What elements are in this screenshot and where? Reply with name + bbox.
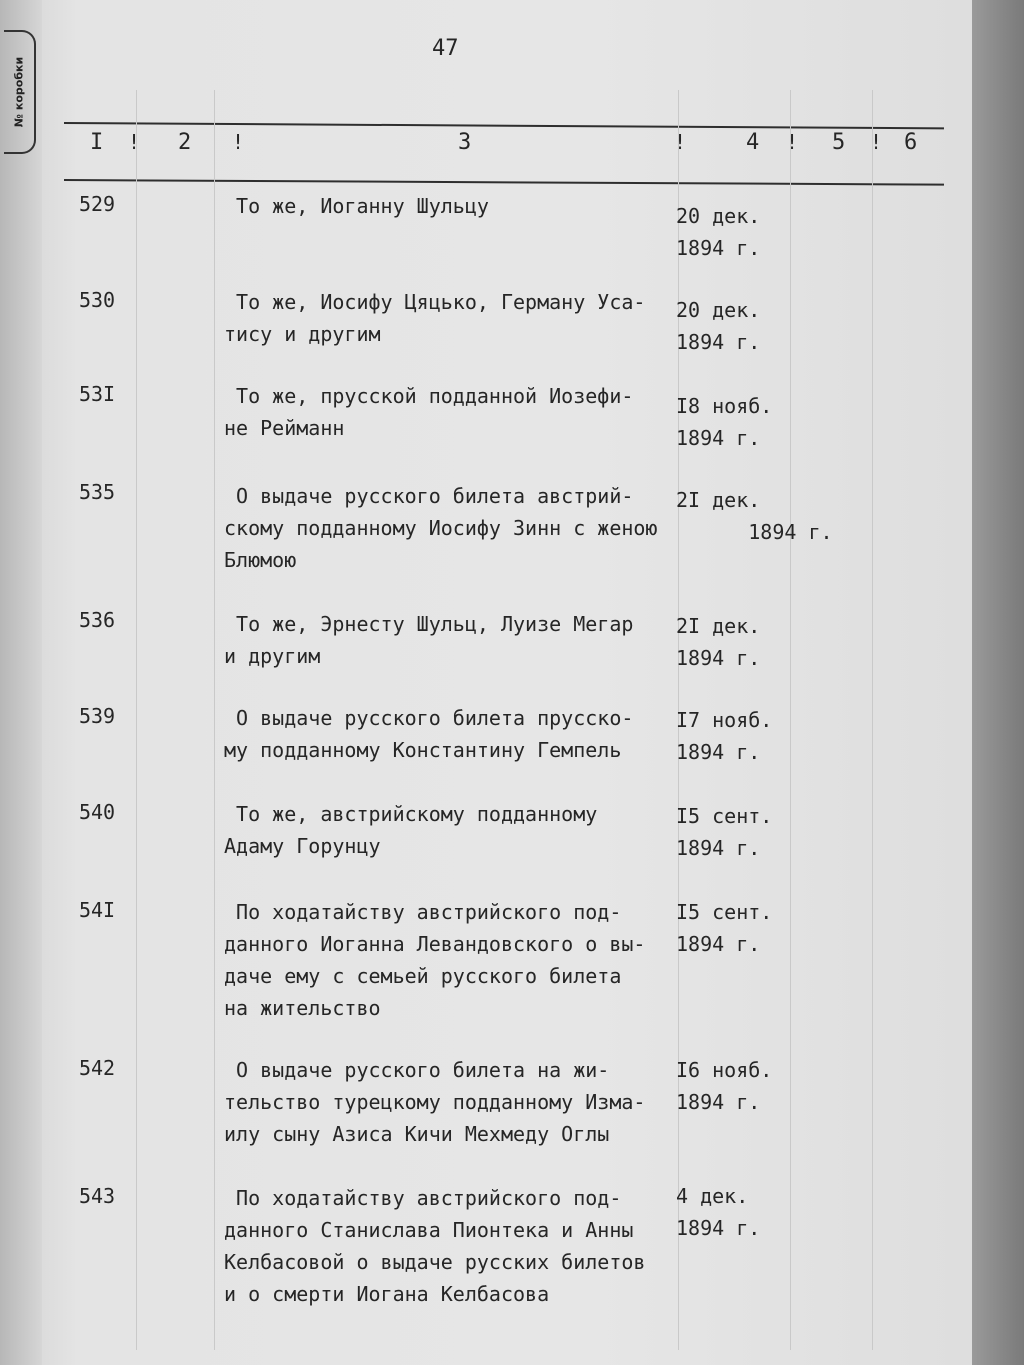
- column-header-2: 2: [178, 130, 192, 155]
- entry-date: I5 сент. 1894 г.: [676, 900, 773, 956]
- page-number: 47: [432, 36, 459, 61]
- entry-number: 53I: [78, 382, 116, 406]
- column-separator: !: [786, 130, 799, 154]
- entry-description: То же, Иоганну Шульцу: [224, 194, 489, 218]
- entry-number: 536: [78, 608, 116, 632]
- entry-number: 54I: [78, 898, 116, 922]
- entry-date: 2I дек. 1894 г.: [676, 488, 833, 544]
- entry-description: По ходатайству австрийского под- данного Иоганна Левандовского о вы- даче ему с семьей русского билета на жительство: [224, 900, 646, 1020]
- entry-number: 530: [78, 288, 116, 312]
- entry-description: О выдаче русского билета прусско- му подданному Константину Гемпель: [224, 706, 634, 762]
- column-divider: [214, 90, 215, 1350]
- entry-description: О выдаче русского билета на жи- тельство турецкому подданному Изма- илу сыну Азиса Кичи Мехмеду Оглы: [224, 1058, 646, 1146]
- column-header-6: 6: [904, 130, 918, 155]
- entry-number: 540: [78, 800, 116, 824]
- column-separator: !: [128, 130, 141, 154]
- column-header-1: I: [90, 130, 104, 155]
- column-header-5: 5: [832, 130, 846, 155]
- binding-strip: [0, 0, 42, 1365]
- entry-date: I7 нояб. 1894 г.: [676, 708, 773, 764]
- entry-description: О выдаче русского билета австрий- скому подданному Иосифу Зинн с женою Блюмою: [224, 484, 658, 572]
- entry-description: То же, австрийскому подданному Адаму Горунцу: [224, 802, 598, 858]
- column-divider: [872, 90, 873, 1350]
- column-divider: [136, 90, 137, 1350]
- entry-date: 4 дек. 1894 г.: [676, 1184, 761, 1240]
- page-edge-shadow: [972, 0, 1024, 1365]
- entry-description: То же, прусской подданной Иозефи- не Рейманн: [224, 384, 634, 440]
- entry-number: 542: [78, 1056, 116, 1080]
- entry-date: 20 дек. 1894 г.: [676, 298, 761, 354]
- entry-number: 543: [78, 1184, 116, 1208]
- entry-number: 539: [78, 704, 116, 728]
- box-number-label: [4, 30, 36, 154]
- entry-date: I5 сент. 1894 г.: [676, 804, 773, 860]
- entry-date: 20 дек. 1894 г.: [676, 204, 761, 260]
- column-header-4: 4: [746, 130, 760, 155]
- entry-description: То же, Эрнесту Шульц, Луизе Мегар и другим: [224, 612, 634, 668]
- entry-date: I6 нояб. 1894 г.: [676, 1058, 773, 1114]
- column-separator: !: [232, 130, 245, 154]
- entry-date: 2I дек. 1894 г.: [676, 614, 761, 670]
- table-top-rule: [64, 122, 944, 129]
- table-header-rule: [64, 179, 944, 186]
- entry-date: I8 нояб. 1894 г.: [676, 394, 773, 450]
- entry-number: 529: [78, 192, 116, 216]
- column-header-3: 3: [458, 130, 472, 155]
- column-separator: !: [674, 130, 687, 154]
- entry-number: 535: [78, 480, 116, 504]
- entry-description: То же, Иосифу Цяцько, Герману Уса- тису и другим: [224, 290, 646, 346]
- box-number-label-text: № коробки: [12, 56, 26, 128]
- column-separator: !: [870, 130, 883, 154]
- entry-description: По ходатайству австрийского под- данного Станислава Пионтека и Анны Келбасовой о выдаче русских билетов и о смерти Иогана Келбасова: [224, 1186, 646, 1306]
